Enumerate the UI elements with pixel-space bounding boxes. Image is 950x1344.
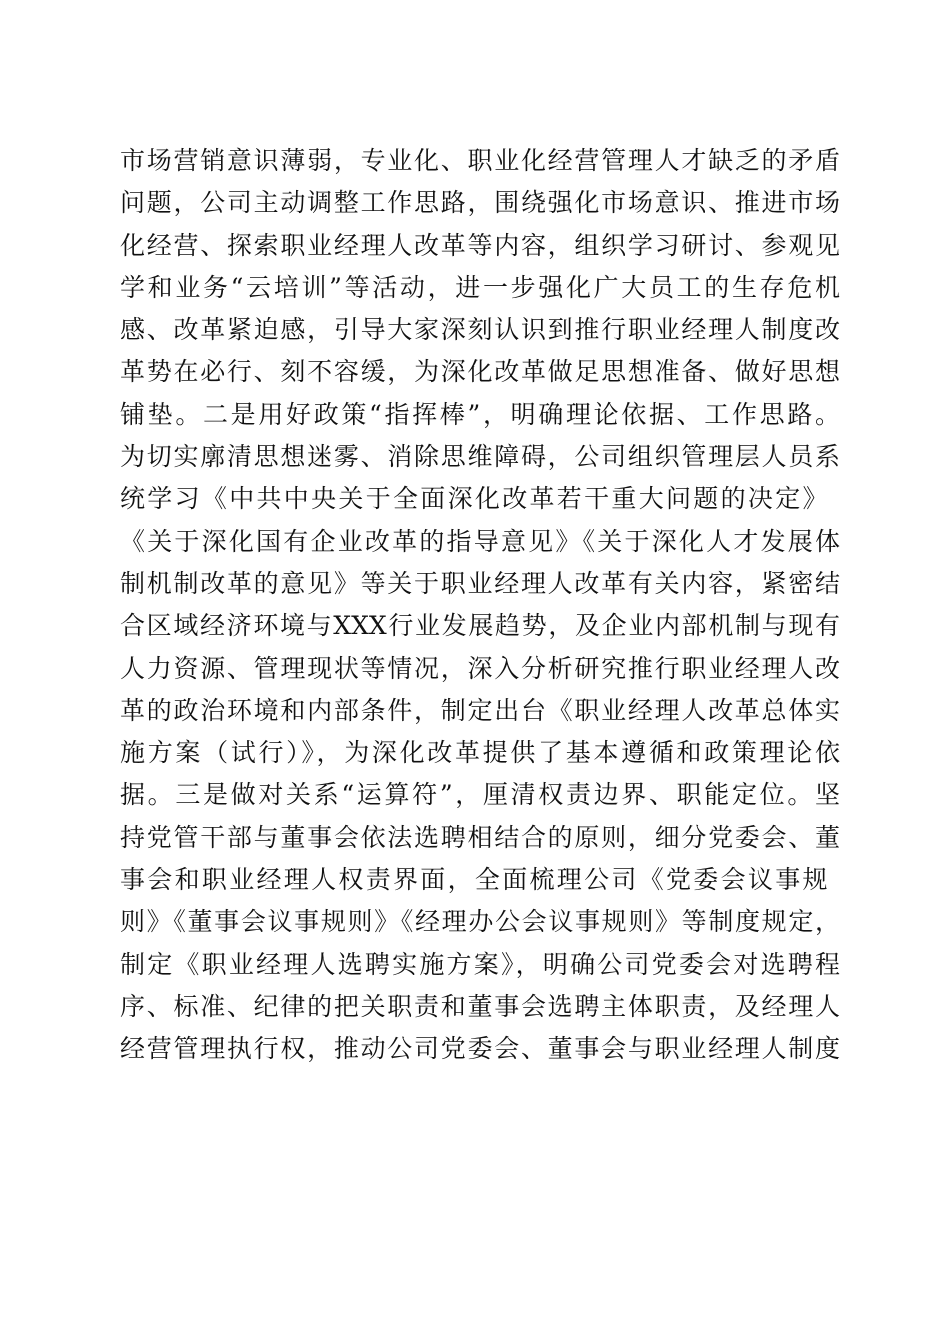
text-line: 合区域经济环境与XXX行业发展趋势，及企业内部机制与现有 [120,611,840,641]
text-line: 革势在必行、刻不容缓，为深化改革做足思想准备、做好思想 [120,357,840,387]
text-line: 化经营、探索职业经理人改革等内容，组织学习研讨、参观见 [120,230,840,260]
text-line: 施方案（试行）》，为深化改革提供了基本遵循和政策理论依 [120,738,840,768]
text-line: 制机制改革的意见》等关于职业经理人改革有关内容，紧密结 [120,568,840,598]
text-line: 持党管干部与董事会依法选聘相结合的原则，细分党委会、董 [120,822,840,852]
text-line: 事会和职业经理人权责界面，全面梳理公司《党委会议事规 [120,865,830,895]
text-line: 经营管理执行权，推动公司党委会、董事会与职业经理人制度 [120,1034,840,1064]
text-line: 学和业务“云培训”等活动，进一步强化广大员工的生存危机 [120,272,840,302]
text-line: 问题，公司主动调整工作思路，围绕强化市场意识、推进市场 [120,188,840,218]
text-line: 铺垫。二是用好政策“指挥棒”，明确理论依据、工作思路。 [120,399,840,429]
text-line: 革的政治环境和内部条件，制定出台《职业经理人改革总体实 [120,695,840,725]
body-text [120,140,840,1071]
text-line: 《关于深化国有企业改革的指导意见》《关于深化人才发展体 [120,526,840,556]
text-line: 感、改革紧迫感，引导大家深刻认识到推行职业经理人制度改 [120,315,840,345]
text-line: 人力资源、管理现状等情况，深入分析研究推行职业经理人改 [120,653,840,683]
text-line: 据。三是做对关系“运算符”，厘清权责边界、职能定位。坚 [120,780,840,810]
text-line: 市场营销意识薄弱，专业化、职业化经营管理人才缺乏的矛盾 [120,146,840,175]
text-line: 序、标准、纪律的把关职责和董事会选聘主体职责，及经理人 [120,991,840,1021]
text-line: 为切实廓清思想迷雾、消除思维障碍，公司组织管理层人员系 [120,442,840,472]
text-line: 则》《董事会议事规则》《经理办公会议事规则》等制度规定， [120,907,840,937]
text-line: 制定《职业经理人选聘实施方案》，明确公司党委会对选聘程 [120,949,840,979]
text-line: 统学习《中共中央关于全面深化改革若干重大问题的决定》 [120,484,830,514]
